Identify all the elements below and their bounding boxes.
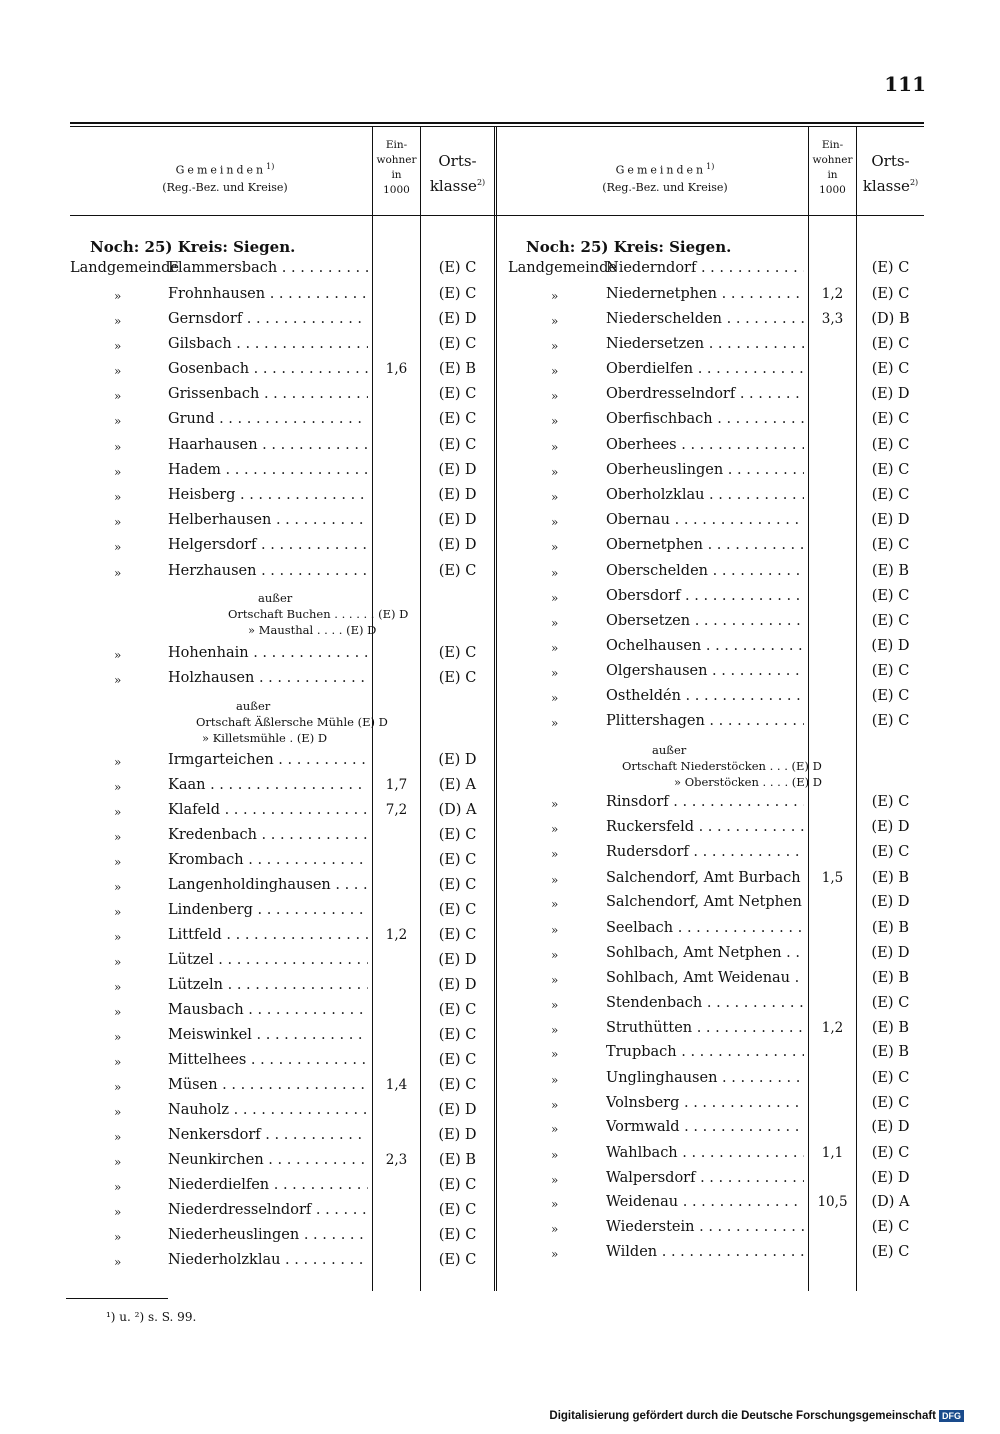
table-row xyxy=(0,894,1000,918)
municipality-name: Lützeln . . . xyxy=(168,977,368,993)
ortsklasse-value: (E) D xyxy=(438,311,477,327)
municipality-name: Niederdresselndorf . . . xyxy=(168,1202,368,1218)
ortsklasse-value: (E) C xyxy=(871,1219,910,1235)
municipality-name: Hadem . . . xyxy=(168,462,368,478)
ortsklasse-value: (E) A xyxy=(439,777,476,793)
ditto-mark: » xyxy=(114,289,122,303)
municipality-name: Grund . . . xyxy=(168,411,368,427)
table-row xyxy=(0,563,1000,587)
ortsklasse-value: (E) B xyxy=(871,1044,910,1060)
ditto-mark: » xyxy=(114,515,122,529)
ditto-mark: » xyxy=(551,389,559,403)
ditto-mark: » xyxy=(114,905,122,919)
ditto-mark: » xyxy=(551,339,559,353)
ortsklasse-value: (E) C xyxy=(438,1052,477,1068)
left-header-einwohner: Ein- wohner in 1000 xyxy=(376,139,417,196)
table-row xyxy=(0,1119,1000,1143)
municipality-name: Neunkirchen . . . xyxy=(168,1152,368,1168)
municipality-name: Stendenbach . . . xyxy=(606,995,804,1011)
table-row xyxy=(0,1244,1000,1268)
ortsklasse-value: (E) C xyxy=(438,286,477,302)
ditto-mark: » xyxy=(114,1255,122,1269)
ditto-mark: » xyxy=(114,1155,122,1169)
ditto-mark: » xyxy=(551,540,559,554)
ditto-mark: » xyxy=(551,1173,559,1187)
municipality-name: Wilden . . . xyxy=(606,1244,804,1260)
ortsklasse-value: (E) C xyxy=(438,411,477,427)
table-row xyxy=(0,663,1000,687)
municipality-name: Langenholdinghausen . . . xyxy=(168,877,368,893)
ditto-mark: » xyxy=(551,691,559,705)
municipality-name: Trupbach . . . xyxy=(606,1044,804,1060)
right-section-title: Noch: 25) Kreis: Siegen. xyxy=(526,238,732,256)
ditto-mark: » xyxy=(114,1130,122,1144)
ditto-mark: » xyxy=(551,873,559,887)
municipality-name: Niedernetphen . . . xyxy=(606,286,804,302)
table-row xyxy=(0,386,1000,410)
ortsklasse-value: (E) C xyxy=(438,1027,477,1043)
table-row xyxy=(0,336,1000,360)
ortsklasse-value: (E) B xyxy=(438,361,477,377)
municipality-name: Rinsdorf . . . xyxy=(606,794,804,810)
table-row xyxy=(0,462,1000,486)
ortsklasse-value: (E) C xyxy=(871,588,910,604)
table-top-rule-thin xyxy=(70,126,924,127)
digitization-credit: Digitalisierung gefördert durch die Deutsche Forschungsgemeinschaft DFG xyxy=(549,1410,964,1422)
ditto-mark: » xyxy=(114,1005,122,1019)
ortsklasse-value: (E) C xyxy=(871,688,910,704)
ortsklasse-value: (E) C xyxy=(871,663,910,679)
ortsklasse-value: (E) C xyxy=(438,1077,477,1093)
population-value: 1,2 xyxy=(821,286,844,302)
ditto-mark: » xyxy=(114,465,122,479)
table-row xyxy=(0,1170,1000,1194)
ortsklasse-value: (E) D xyxy=(438,512,477,528)
ortsklasse-value: (E) D xyxy=(438,462,477,478)
ortsklasse-value: (E) C xyxy=(871,1095,910,1111)
ortsklasse-value: (E) C xyxy=(438,645,477,661)
ditto-mark: » xyxy=(114,314,122,328)
ortsklasse-value: (E) C xyxy=(871,487,910,503)
table-top-rule xyxy=(70,122,924,124)
municipality-name: Nauholz . . . xyxy=(168,1102,368,1118)
table-row xyxy=(0,411,1000,435)
ortsklasse-value: (E) C xyxy=(438,386,477,402)
ditto-mark: » xyxy=(551,1197,559,1211)
municipality-name: Ölgershausen . . . xyxy=(606,663,804,679)
ditto-mark: » xyxy=(114,1180,122,1194)
municipality-name: Mausbach . . . xyxy=(168,1002,368,1018)
ditto-mark: » xyxy=(114,930,122,944)
row-prefix: Landgemeinde xyxy=(70,260,179,276)
page-number: 111 xyxy=(884,72,926,96)
population-value: 1,7 xyxy=(385,777,408,793)
population-value: 1,1 xyxy=(821,1145,844,1161)
ditto-mark: » xyxy=(551,616,559,630)
table-header-rule xyxy=(70,215,924,216)
ditto-mark: » xyxy=(551,897,559,911)
ditto-mark: » xyxy=(114,955,122,969)
table-row xyxy=(0,588,1000,612)
table-row xyxy=(0,920,1000,944)
table-row xyxy=(0,945,1000,969)
municipality-name: Sohlbach, Amt Netphen . . . xyxy=(606,945,804,961)
right-exception-1: außer Ortschaft Niederstöcken . . . (E) D » Oberstöcken . . . . (E) D xyxy=(622,743,822,789)
ditto-mark: » xyxy=(551,666,559,680)
table-row xyxy=(0,1145,1000,1169)
ortsklasse-value: (E) C xyxy=(871,260,910,276)
municipality-name: Niederheuslingen . . . xyxy=(168,1227,368,1243)
ditto-mark: » xyxy=(114,1055,122,1069)
ortsklasse-value: (D) B xyxy=(871,311,910,327)
ditto-mark: » xyxy=(551,414,559,428)
ditto-mark: » xyxy=(114,389,122,403)
table-row xyxy=(0,311,1000,335)
municipality-name: Irmgarteichen . . . xyxy=(168,752,368,768)
ortsklasse-value: (E) C xyxy=(438,1227,477,1243)
municipality-name: Heisberg . . . xyxy=(168,487,368,503)
ortsklasse-value: (E) C xyxy=(871,286,910,302)
ortsklasse-value: (E) D xyxy=(871,638,910,654)
left-exception-1: außer Ortschaft Buchen . . . . . . (E) D » Mausthal . . . . (E) D xyxy=(228,591,409,637)
municipality-name: Niederdielfen . . . xyxy=(168,1177,368,1193)
footnote: ¹) u. ²) s. S. 99. xyxy=(106,1310,197,1324)
municipality-name: Salchendorf, Amt Burbach . . . xyxy=(606,870,804,886)
ortsklasse-value: (E) B xyxy=(871,970,910,986)
ditto-mark: » xyxy=(551,1222,559,1236)
municipality-name: Gilsbach . . . xyxy=(168,336,368,352)
ditto-mark: » xyxy=(114,980,122,994)
municipality-name: Kaan . . . xyxy=(168,777,368,793)
population-value: 1,6 xyxy=(385,361,408,377)
ortsklasse-value: (E) D xyxy=(438,952,477,968)
ortsklasse-value: (E) B xyxy=(871,563,910,579)
municipality-name: Littfeld . . . xyxy=(168,927,368,943)
municipality-name: Krombach . . . xyxy=(168,852,368,868)
table-row xyxy=(0,844,1000,868)
municipality-name: Ochelhausen . . . xyxy=(606,638,804,654)
population-value: 1,2 xyxy=(385,927,408,943)
ortsklasse-value: (E) C xyxy=(871,995,910,1011)
left-section-title: Noch: 25) Kreis: Siegen. xyxy=(90,238,296,256)
ditto-mark: » xyxy=(114,339,122,353)
ortsklasse-value: (E) D xyxy=(871,1170,910,1186)
ortsklasse-value: (E) C xyxy=(438,670,477,686)
table-row xyxy=(0,286,1000,310)
ditto-mark: » xyxy=(551,641,559,655)
municipality-name: Niederschelden . . . xyxy=(606,311,804,327)
ortsklasse-value: (E) D xyxy=(871,894,910,910)
table-row xyxy=(0,437,1000,461)
ortsklasse-value: (E) B xyxy=(871,920,910,936)
ortsklasse-value: (E) C xyxy=(438,877,477,893)
municipality-name: Helgersdorf . . . xyxy=(168,537,368,553)
ditto-mark: » xyxy=(114,440,122,454)
ortsklasse-value: (E) C xyxy=(438,437,477,453)
ditto-mark: » xyxy=(114,414,122,428)
ortsklasse-value: (E) D xyxy=(438,1127,477,1143)
ortsklasse-value: (E) B xyxy=(438,1152,477,1168)
ditto-mark: » xyxy=(551,440,559,454)
ortsklasse-value: (D) A xyxy=(438,802,477,818)
municipality-name: Oberholzklau . . . xyxy=(606,487,804,503)
ditto-mark: » xyxy=(114,566,122,580)
municipality-name: Frohnhausen . . . xyxy=(168,286,368,302)
ortsklasse-value: (E) D xyxy=(871,512,910,528)
municipality-name: Helberhausen . . . xyxy=(168,512,368,528)
ditto-mark: » xyxy=(551,465,559,479)
table-row xyxy=(0,1070,1000,1094)
ditto-mark: » xyxy=(551,1023,559,1037)
ditto-mark: » xyxy=(551,1047,559,1061)
table-row xyxy=(0,613,1000,637)
municipality-name: Lindenberg . . . xyxy=(168,902,368,918)
population-value: 2,3 xyxy=(385,1152,408,1168)
dfg-logo: DFG xyxy=(939,1410,964,1422)
ditto-mark: » xyxy=(551,566,559,580)
population-value: 7,2 xyxy=(385,802,408,818)
municipality-name: Holzhausen . . . xyxy=(168,670,368,686)
municipality-name: Obersetzen . . . xyxy=(606,613,804,629)
ditto-mark: » xyxy=(114,1030,122,1044)
ortsklasse-value: (E) C xyxy=(871,361,910,377)
municipality-name: Wahlbach . . . xyxy=(606,1145,804,1161)
municipality-name: Ostheldén . . . xyxy=(606,688,804,704)
table-row xyxy=(0,1044,1000,1068)
ortsklasse-value: (E) C xyxy=(871,462,910,478)
municipality-name: Kredenbach . . . xyxy=(168,827,368,843)
municipality-name: Unglinghausen . . . xyxy=(606,1070,804,1086)
ditto-mark: » xyxy=(551,364,559,378)
ortsklasse-value: (E) C xyxy=(438,852,477,868)
municipality-name: Rudersdorf . . . xyxy=(606,844,804,860)
municipality-name: Sohlbach, Amt Weidenau . . . xyxy=(606,970,804,986)
ortsklasse-value: (E) D xyxy=(871,386,910,402)
ortsklasse-value: (E) C xyxy=(438,1252,477,1268)
table-row xyxy=(0,794,1000,818)
ditto-mark: » xyxy=(551,289,559,303)
ortsklasse-value: (E) D xyxy=(871,1119,910,1135)
table-row xyxy=(0,260,1000,284)
ditto-mark: » xyxy=(114,830,122,844)
ortsklasse-value: (E) B xyxy=(871,870,910,886)
right-header-einwohner: Ein- wohner in 1000 xyxy=(812,139,853,196)
municipality-name: Volnsberg . . . xyxy=(606,1095,804,1111)
table-row xyxy=(0,870,1000,894)
municipality-name: Oberdielfen . . . xyxy=(606,361,804,377)
ditto-mark: » xyxy=(114,1205,122,1219)
municipality-name: Vormwald . . . xyxy=(606,1119,804,1135)
population-value: 1,5 xyxy=(821,870,844,886)
municipality-name: Grissenbach . . . xyxy=(168,386,368,402)
ortsklasse-value: (E) D xyxy=(438,1102,477,1118)
ortsklasse-value: (E) D xyxy=(438,537,477,553)
ortsklasse-value: (E) C xyxy=(438,336,477,352)
ortsklasse-value: (E) C xyxy=(438,927,477,943)
ortsklasse-value: (E) C xyxy=(438,1002,477,1018)
ortsklasse-value: (E) C xyxy=(438,827,477,843)
municipality-name: Walpersdorf . . . xyxy=(606,1170,804,1186)
ditto-mark: » xyxy=(551,314,559,328)
ortsklasse-value: (E) C xyxy=(871,336,910,352)
municipality-name: Salchendorf, Amt Netphen . . . xyxy=(606,894,804,910)
municipality-name: Seelbach . . . xyxy=(606,920,804,936)
population-value: 3,3 xyxy=(821,311,844,327)
ortsklasse-value: (E) C xyxy=(871,437,910,453)
municipality-name: Gosenbach . . . xyxy=(168,361,368,377)
ortsklasse-value: (D) A xyxy=(871,1194,910,1210)
right-header-ortsklasse: Orts- klasse$^{2)}$ xyxy=(862,152,919,195)
ditto-mark: » xyxy=(551,515,559,529)
ortsklasse-value: (E) D xyxy=(438,487,477,503)
ortsklasse-value: (E) C xyxy=(871,613,910,629)
table-row xyxy=(0,819,1000,843)
municipality-name: Hohenhain . . . xyxy=(168,645,368,661)
table-row xyxy=(0,1095,1000,1119)
population-value: 1,4 xyxy=(385,1077,408,1093)
left-exception-2: außer Ortschaft Äßlersche Mühle (E) D » Killetsmühle . (E) D xyxy=(196,699,388,745)
ditto-mark: » xyxy=(114,880,122,894)
municipality-name: Oberfischbach . . . xyxy=(606,411,804,427)
ditto-mark: » xyxy=(114,1080,122,1094)
ortsklasse-value: (E) D xyxy=(871,945,910,961)
ortsklasse-value: (E) C xyxy=(438,1177,477,1193)
ortsklasse-value: (E) D xyxy=(871,819,910,835)
municipality-name: Meiswinkel . . . xyxy=(168,1027,368,1043)
left-header-ortsklasse: Orts- klasse$^{2)}$ xyxy=(429,152,486,195)
table-row xyxy=(0,995,1000,1019)
ditto-mark: » xyxy=(114,755,122,769)
table-row xyxy=(0,713,1000,737)
table-row xyxy=(0,537,1000,561)
ditto-mark: » xyxy=(551,490,559,504)
right-header-gemeinden: Gemeinden$^{1)}$ (Reg.-Bez. und Kreise) xyxy=(602,162,728,194)
ditto-mark: » xyxy=(551,1098,559,1112)
ditto-mark: » xyxy=(114,540,122,554)
ortsklasse-value: (E) C xyxy=(871,411,910,427)
municipality-name: Oberhees . . . xyxy=(606,437,804,453)
ditto-mark: » xyxy=(551,923,559,937)
left-header-gemeinden: Gemeinden$^{1)}$ (Reg.-Bez. und Kreise) xyxy=(162,162,288,194)
ortsklasse-value: (E) C xyxy=(438,563,477,579)
municipality-name: Flammersbach . . . xyxy=(168,260,368,276)
municipality-name: Oberdresselndorf . . . xyxy=(606,386,804,402)
ortsklasse-value: (E) C xyxy=(871,794,910,810)
ortsklasse-value: (E) C xyxy=(438,902,477,918)
table-row xyxy=(0,752,1000,776)
ditto-mark: » xyxy=(551,998,559,1012)
municipality-name: Herzhausen . . . xyxy=(168,563,368,579)
ditto-mark: » xyxy=(114,364,122,378)
ortsklasse-value: (E) C xyxy=(871,844,910,860)
ortsklasse-value: (E) D xyxy=(438,752,477,768)
ortsklasse-value: (E) C xyxy=(871,537,910,553)
table-row xyxy=(0,638,1000,662)
municipality-name: Oberheuslingen . . . xyxy=(606,462,804,478)
ditto-mark: » xyxy=(551,847,559,861)
ditto-mark: » xyxy=(551,973,559,987)
ditto-mark: » xyxy=(551,591,559,605)
ditto-mark: » xyxy=(551,948,559,962)
municipality-name: Lützel . . . xyxy=(168,952,368,968)
ditto-mark: » xyxy=(114,673,122,687)
table-row xyxy=(0,688,1000,712)
municipality-name: Obersdorf . . . xyxy=(606,588,804,604)
footnote-rule xyxy=(66,1298,168,1299)
municipality-name: Müsen . . . xyxy=(168,1077,368,1093)
row-prefix: Landgemeinde xyxy=(508,260,617,276)
population-value: 10,5 xyxy=(817,1194,848,1210)
table-row xyxy=(0,512,1000,536)
ortsklasse-value: (E) C xyxy=(871,713,910,729)
ditto-mark: » xyxy=(551,1148,559,1162)
ditto-mark: » xyxy=(551,797,559,811)
ditto-mark: » xyxy=(114,1105,122,1119)
municipality-name: Obernetphen . . . xyxy=(606,537,804,553)
ditto-mark: » xyxy=(551,716,559,730)
municipality-name: Niedersetzen . . . xyxy=(606,336,804,352)
ditto-mark: » xyxy=(114,805,122,819)
ortsklasse-value: (E) B xyxy=(871,1020,910,1036)
ditto-mark: » xyxy=(114,490,122,504)
table-row xyxy=(0,1020,1000,1044)
municipality-name: Ruckersfeld . . . xyxy=(606,819,804,835)
table-row xyxy=(0,1194,1000,1218)
table-row xyxy=(0,970,1000,994)
ditto-mark: » xyxy=(114,1230,122,1244)
municipality-name: Mittelhees . . . xyxy=(168,1052,368,1068)
table-row xyxy=(0,361,1000,385)
municipality-name: Niederholzklau . . . xyxy=(168,1252,368,1268)
municipality-name: Plittershagen . . . xyxy=(606,713,804,729)
municipality-name: Nenkersdorf . . . xyxy=(168,1127,368,1143)
municipality-name: Struthütten . . . xyxy=(606,1020,804,1036)
table-row xyxy=(0,487,1000,511)
ditto-mark: » xyxy=(114,780,122,794)
municipality-name: Weidenau . . . xyxy=(606,1194,804,1210)
municipality-name: Gernsdorf . . . xyxy=(168,311,368,327)
ditto-mark: » xyxy=(551,822,559,836)
ortsklasse-value: (E) C xyxy=(438,1202,477,1218)
municipality-name: Wiederstein . . . xyxy=(606,1219,804,1235)
municipality-name: Obernau . . . xyxy=(606,512,804,528)
ortsklasse-value: (E) D xyxy=(438,977,477,993)
ditto-mark: » xyxy=(114,648,122,662)
ditto-mark: » xyxy=(551,1122,559,1136)
municipality-name: Klafeld . . . xyxy=(168,802,368,818)
population-value: 1,2 xyxy=(821,1020,844,1036)
municipality-name: Haarhausen . . . xyxy=(168,437,368,453)
ortsklasse-value: (E) C xyxy=(438,260,477,276)
ditto-mark: » xyxy=(551,1247,559,1261)
ditto-mark: » xyxy=(114,855,122,869)
ortsklasse-value: (E) C xyxy=(871,1145,910,1161)
ditto-mark: » xyxy=(551,1073,559,1087)
ortsklasse-value: (E) C xyxy=(871,1244,910,1260)
ortsklasse-value: (E) C xyxy=(871,1070,910,1086)
table-row xyxy=(0,1219,1000,1243)
municipality-name: Oberschelden . . . xyxy=(606,563,804,579)
municipality-name: Niederndorf . . . xyxy=(606,260,804,276)
